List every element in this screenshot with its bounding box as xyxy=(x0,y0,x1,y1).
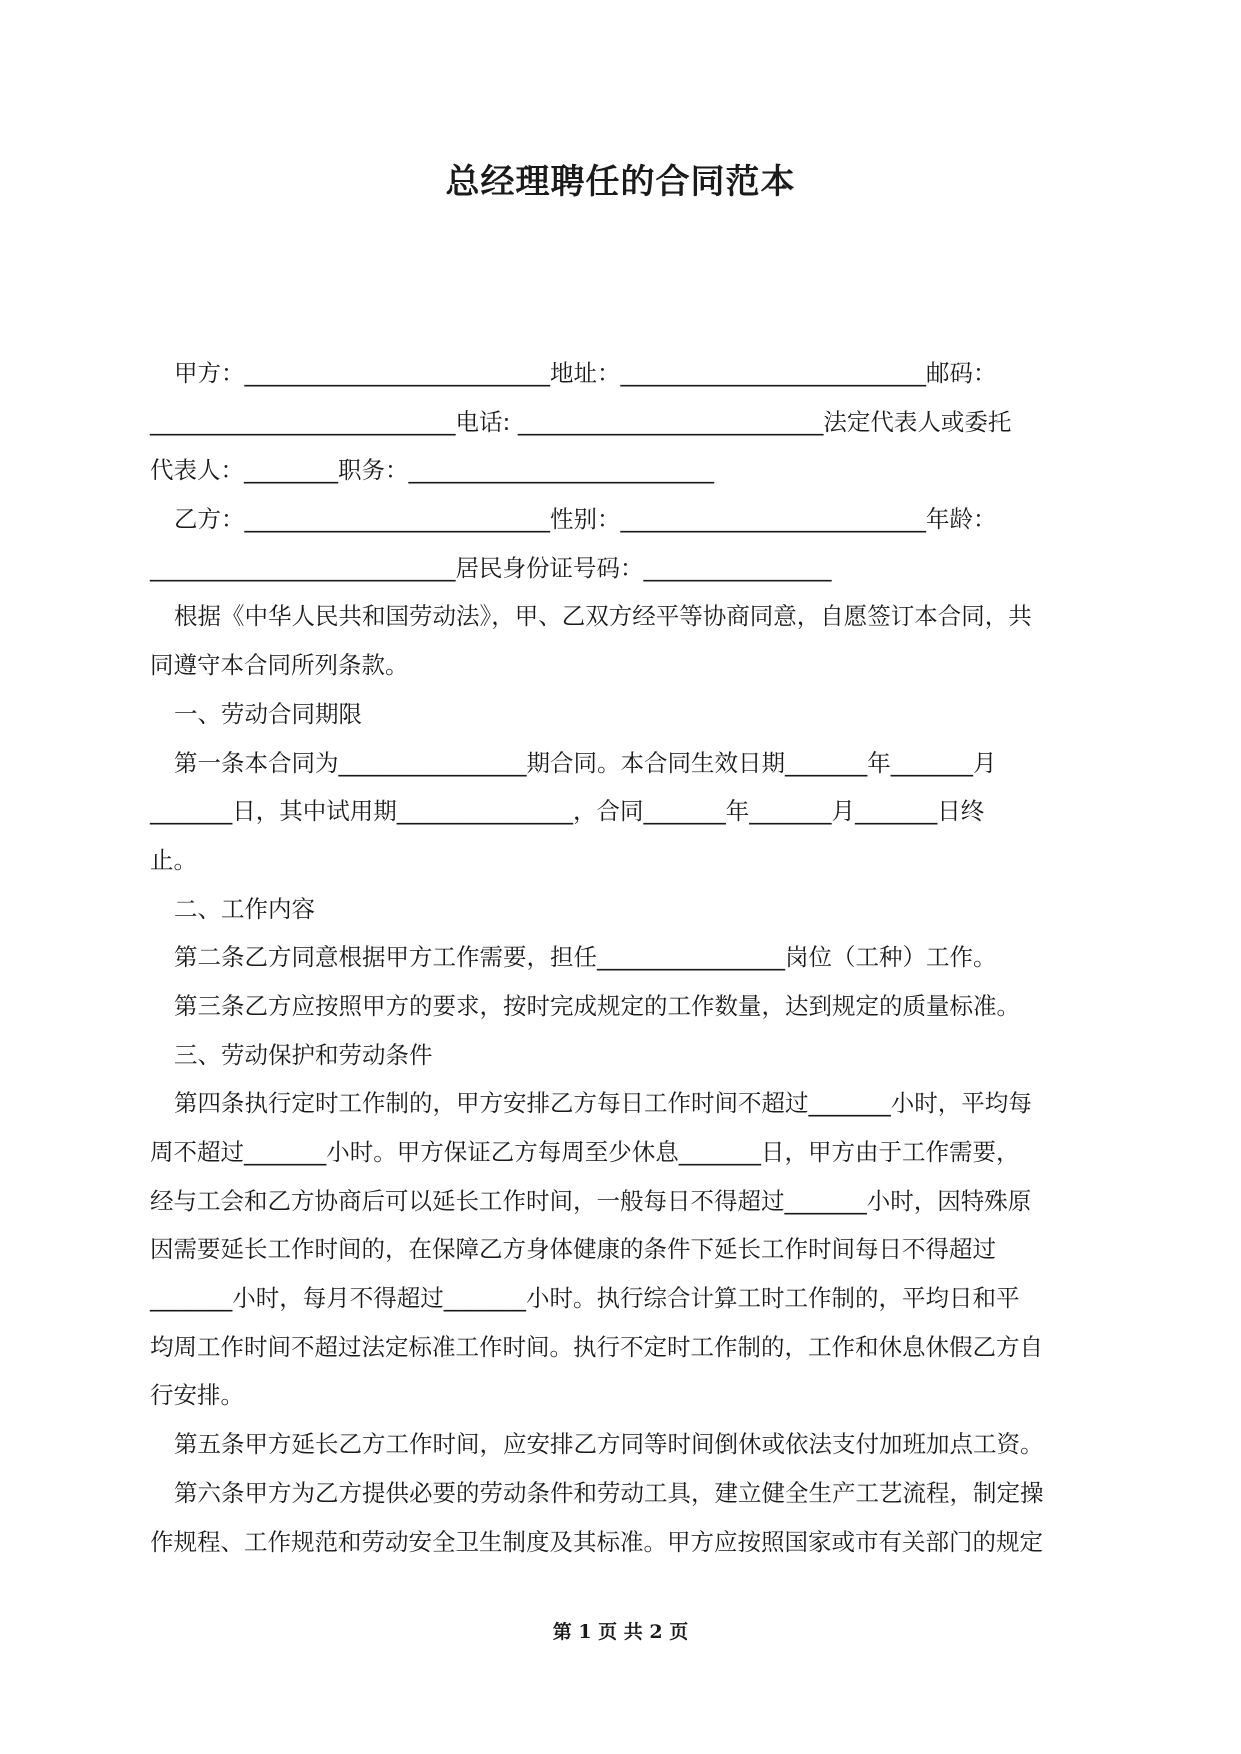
text-line: 同遵守本合同所列条款。 xyxy=(150,651,409,680)
text-line: 二、工作内容 xyxy=(174,894,315,923)
text-line: _______小时，每月不得超过_______小时。执行综合计算工时工作制的，平均日和平 xyxy=(150,1284,1020,1313)
text-line: __________________________电话: __________________________法定代表人或委托 xyxy=(150,407,1012,436)
text-line: __________________________居民身份证号码：________________ xyxy=(150,553,832,582)
document-body xyxy=(150,349,1090,1566)
text-line: 乙方：__________________________性别：__________________________年龄： xyxy=(174,505,997,534)
text-line: 第六条甲方为乙方提供必要的劳动条件和劳动工具，建立健全生产工艺流程，制定操 xyxy=(174,1478,1044,1507)
text-line: _______日，其中试用期_______________，合同_______年_______月_______日终 xyxy=(150,797,985,826)
text-line: 均周工作时间不超过法定标准工作时间。执行不定时工作制的，工作和休息休假乙方自 xyxy=(150,1332,1043,1361)
text-line: 行安排。 xyxy=(150,1381,244,1410)
text-line: 经与工会和乙方协商后可以延长工作时间，一般每日不得超过_______小时，因特殊原 xyxy=(150,1186,1032,1215)
text-line: 一、劳动合同期限 xyxy=(174,699,362,728)
text-line: 甲方：__________________________地址：__________________________邮码： xyxy=(174,359,997,387)
text-line: 止。 xyxy=(150,845,197,874)
text-line: 周不超过_______小时。甲方保证乙方每周至少休息_______日，甲方由于工作需要， xyxy=(150,1138,1020,1166)
document-title: 总经理聘任的合同范本 xyxy=(445,162,796,202)
text-line: 第三条乙方应按照甲方的要求，按时完成规定的工作数量，达到规定的质量标准。 xyxy=(174,991,1020,1020)
text-line: 第五条甲方延长乙方工作时间，应安排乙方同等时间倒休或依法支付加班加点工资。 xyxy=(174,1430,1044,1459)
text-line: 三、劳动保护和劳动条件 xyxy=(174,1040,433,1069)
text-line: 作规程、工作规范和劳动安全卫生制度及其标准。甲方应按照国家或市有关部门的规定 xyxy=(150,1527,1043,1556)
text-line: 根据《中华人民共和国劳动法》，甲、乙双方经平等协商同意，自愿签订本合同，共 xyxy=(174,602,1032,631)
page-footer: 第 1 页 共 2 页 xyxy=(552,1621,689,1643)
text-line: 代表人：________职务：__________________________ xyxy=(150,456,714,485)
text-line: 第一条本合同为________________期合同。本合同生效日期_______年_______月 xyxy=(174,748,997,777)
text-line: 第二条乙方同意根据甲方工作需要，担任________________岗位（工种）工作。 xyxy=(174,943,997,972)
text-line: 第四条执行定时工作制的，甲方安排乙方每日工作时间不超过_______小时，平均每 xyxy=(174,1089,1032,1118)
text-line: 因需要延长工作时间的，在保障乙方身体健康的条件下延长工作时间每日不得超过 xyxy=(150,1235,996,1264)
